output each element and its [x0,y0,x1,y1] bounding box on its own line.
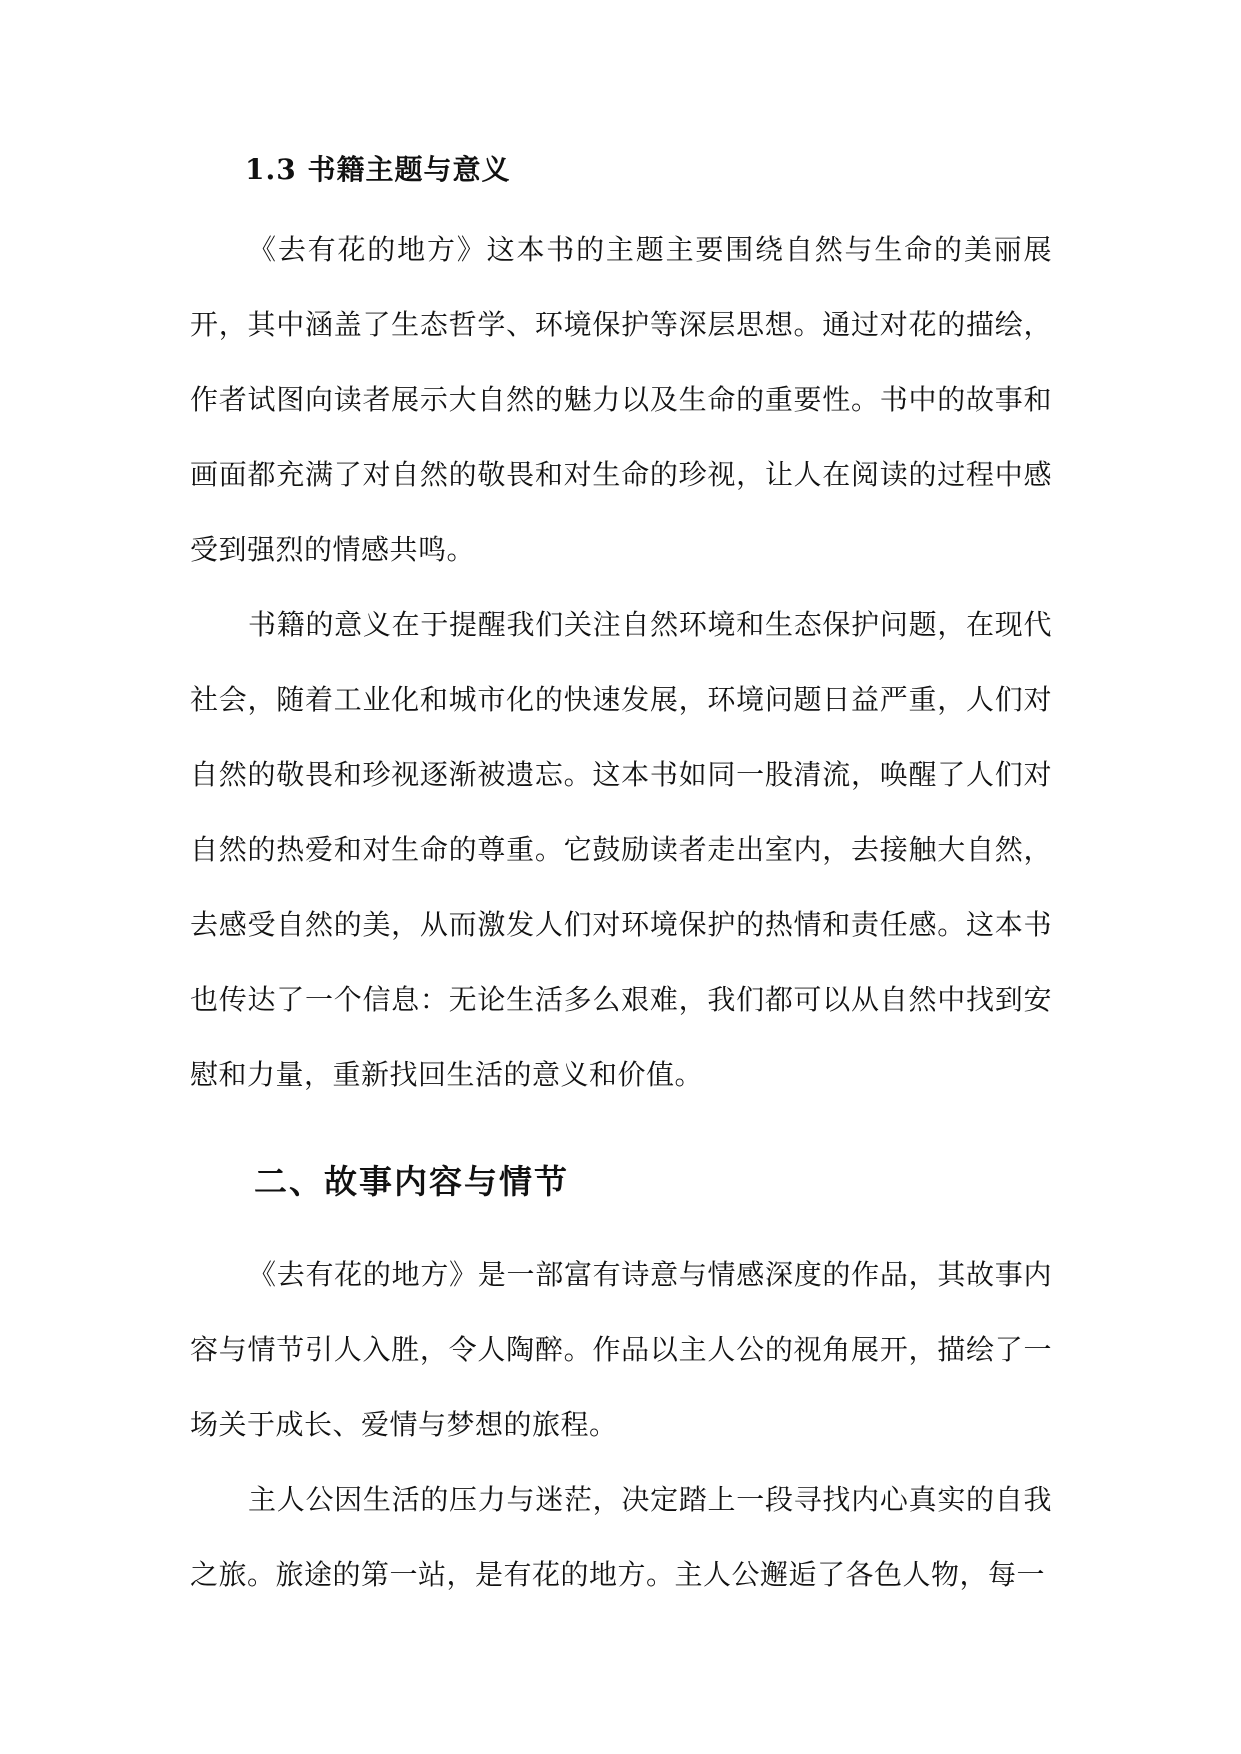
paragraph-story-intro: 《去有花的地方》是一部富有诗意与情感深度的作品，其故事内容与情节引人入胜，令人陶醉。作品以主人公的视角展开，描绘了一场关于成长、爱情与梦想的旅程。 [190,1258,1052,1441]
section-heading-story-content: 二、故事内容与情节 [254,1162,569,1201]
paragraph-book-significance: 书籍的意义在于提醒我们关注自然环境和生态保护问题，在现代社会，随着工业化和城市化的快速发展，环境问题日益严重，人们对自然的敬畏和珍视逐渐被遗忘。这本书如同一股清流，唤醒了人们对自然的热爱和对生命的尊重。它鼓励读者走出室内，去接触大自然，去感受自然的美，从而激发人们对环境保护的热情和责任感。这本书也传达了一个信息：无论生活多么艰难，我们都可以从自然中找到安慰和力量，重新找回生活的意义和价值。 [190,608,1052,1091]
section-heading-1-3: 1.3 书籍主题与意义 [245,153,511,186]
paragraph-story-journey: 主人公因生活的压力与迷茫，决定踏上一段寻找内心真实的自我之旅。旅途的第一站，是有花的地方。主人公邂逅了各色人物，每一 [190,1483,1052,1591]
paragraph-book-theme: 《去有花的地方》这本书的主题主要围绕自然与生命的美丽展开，其中涵盖了生态哲学、环境保护等深层思想。通过对花的描绘，作者试图向读者展示大自然的魅力以及生命的重要性。书中的故事和画面都充满了对自然的敬畏和对生命的珍视，让人在阅读的过程中感受到强烈的情感共鸣。 [190,233,1052,566]
